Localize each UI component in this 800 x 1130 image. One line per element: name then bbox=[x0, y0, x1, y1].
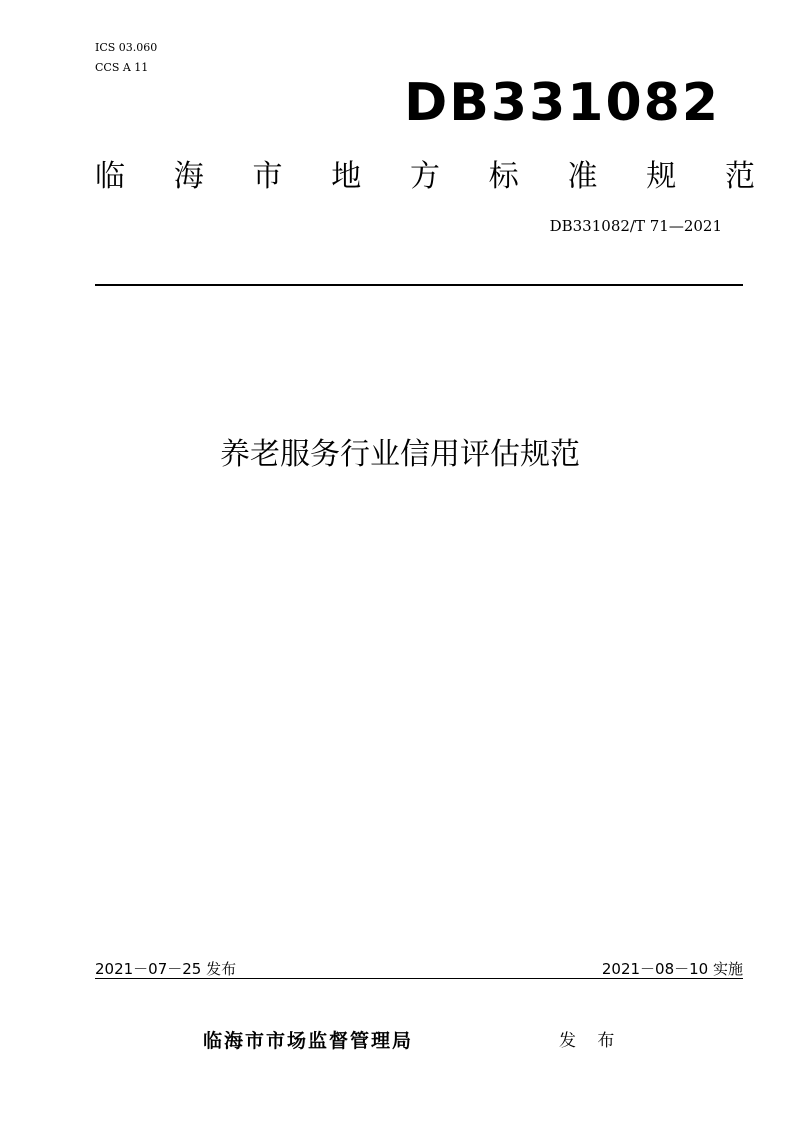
standard-type-char: 范 bbox=[725, 159, 755, 194]
standard-type-char: 地 bbox=[331, 159, 362, 194]
standard-type-char: 方 bbox=[410, 159, 440, 194]
standard-type-char: 标 bbox=[488, 159, 519, 194]
publish-date: 2021－07－25 发布 bbox=[95, 960, 237, 978]
ics-code: ICS 03.060 bbox=[95, 41, 158, 54]
implementation-date: 2021－08－10 实施 bbox=[601, 960, 743, 978]
header-divider bbox=[95, 284, 743, 286]
ccs-code: CCS A 11 bbox=[95, 61, 149, 74]
standard-number: DB331082/T 71—2021 bbox=[549, 217, 722, 235]
standard-type-char: 市 bbox=[252, 159, 283, 194]
issue-label: 发 布 bbox=[559, 1031, 623, 1051]
footer-divider bbox=[95, 978, 743, 979]
document-title: 养老服务行业信用评估规范 bbox=[220, 437, 580, 472]
standard-type-char: 规 bbox=[646, 159, 677, 194]
standard-type-char: 准 bbox=[567, 159, 598, 194]
standard-type-char: 海 bbox=[173, 159, 204, 194]
standard-type-char: 临 bbox=[95, 159, 125, 194]
standard-code-heading: DB331082 bbox=[404, 73, 720, 133]
issuing-authority: 临海市市场监督管理局 bbox=[203, 1030, 414, 1052]
standard-type-heading bbox=[95, 155, 755, 199]
